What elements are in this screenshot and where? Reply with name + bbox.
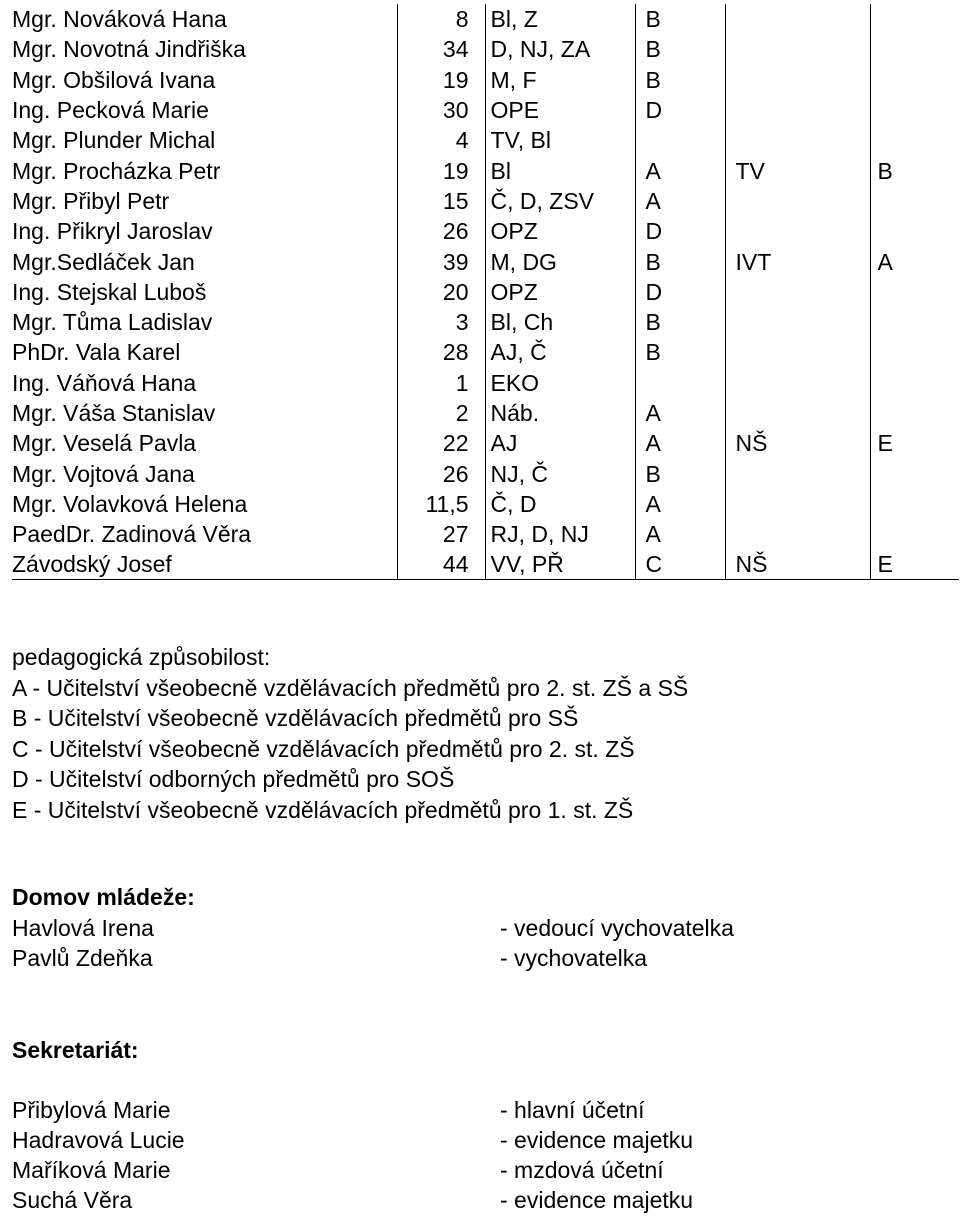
staff-row (12, 186, 959, 216)
dormitory-person (12, 913, 734, 943)
teacher-name-cell: Ing. Přikryl Jaroslav (12, 218, 213, 245)
secretariat-person (12, 1155, 664, 1185)
person-role: - vychovatelka (500, 945, 648, 971)
qualification-legend (12, 642, 688, 825)
secretariat-person (12, 1125, 694, 1155)
subjects-cell: AJ, Č (485, 337, 635, 367)
additional-subjects-cell (725, 337, 870, 367)
qualification-cell: A (635, 155, 725, 185)
subjects-cell: TV, Bl (485, 125, 635, 155)
staff-row (12, 398, 959, 428)
person-role: - mzdová účetní (500, 1157, 664, 1183)
secretariat-title: Sekretariát: (12, 1037, 139, 1063)
person-name: Přibylová Marie (12, 1097, 171, 1123)
legend-item-e: E - Učitelství všeobecně vzdělávacích předmětů pro 1. st. ZŠ (12, 796, 634, 823)
teaching-hours-cell: 4 (397, 125, 485, 155)
staff-row (12, 4, 959, 34)
additional-subjects-cell (725, 65, 870, 95)
additional-qualification-cell (870, 337, 959, 367)
teaching-hours-cell: 19 (397, 65, 485, 95)
additional-subjects-cell: TV (725, 155, 870, 185)
subjects-cell: NJ, Č (485, 458, 635, 488)
additional-qualification-cell (870, 216, 959, 246)
teaching-hours-cell: 8 (397, 4, 485, 34)
subjects-cell: RJ, D, NJ (485, 519, 635, 549)
additional-subjects-cell (725, 368, 870, 398)
staff-row (12, 277, 959, 307)
teacher-name-cell: Ing. Váňová Hana (12, 369, 197, 396)
staff-row (12, 307, 959, 337)
additional-qualification-cell (870, 398, 959, 428)
additional-qualification-cell: E (870, 549, 959, 580)
qualification-cell (635, 125, 725, 155)
additional-qualification-cell (870, 277, 959, 307)
staff-row (12, 489, 959, 519)
qualification-cell: A (635, 186, 725, 216)
staff-row (12, 95, 959, 125)
additional-subjects-cell (725, 398, 870, 428)
secretariat-person (12, 1095, 645, 1125)
additional-subjects-cell (725, 186, 870, 216)
teaching-hours-cell: 22 (397, 428, 485, 458)
qualification-cell: B (635, 458, 725, 488)
qualification-cell: B (635, 34, 725, 64)
teacher-name-cell: Mgr. Veselá Pavla (12, 430, 197, 457)
additional-qualification-cell (870, 4, 959, 34)
staff-row (12, 458, 959, 488)
subjects-cell: Bl, Z (485, 4, 635, 34)
additional-subjects-cell (725, 216, 870, 246)
qualification-cell: A (635, 428, 725, 458)
additional-subjects-cell (725, 4, 870, 34)
staff-row (12, 428, 959, 458)
subjects-cell: VV, PŘ (485, 549, 635, 580)
additional-subjects-cell (725, 277, 870, 307)
qualification-cell: C (635, 549, 725, 580)
qualification-cell: B (635, 246, 725, 276)
teaching-hours-cell: 34 (397, 34, 485, 64)
teaching-hours-cell: 26 (397, 458, 485, 488)
additional-subjects-cell: NŠ (725, 549, 870, 580)
teaching-hours-cell: 19 (397, 155, 485, 185)
subjects-cell: OPZ (485, 216, 635, 246)
additional-subjects-cell (725, 519, 870, 549)
teaching-hours-cell: 3 (397, 307, 485, 337)
teacher-name-cell: Mgr.Sedláček Jan (12, 248, 195, 275)
additional-qualification-cell (870, 458, 959, 488)
teacher-name-cell: Mgr. Nováková Hana (12, 6, 227, 33)
staff-row (12, 368, 959, 398)
teaching-hours-cell: 30 (397, 95, 485, 125)
teaching-hours-cell: 28 (397, 337, 485, 367)
person-role: - evidence majetku (500, 1127, 694, 1153)
additional-qualification-cell (870, 368, 959, 398)
subjects-cell: EKO (485, 368, 635, 398)
subjects-cell: M, F (485, 65, 635, 95)
staff-row (12, 34, 959, 64)
person-name: Pavlů Zdeňka (12, 945, 153, 971)
staff-row (12, 155, 959, 185)
teaching-hours-cell: 26 (397, 216, 485, 246)
subjects-cell: OPZ (485, 277, 635, 307)
additional-qualification-cell: A (870, 246, 959, 276)
teacher-name-cell: Mgr. Obšilová Ivana (12, 66, 216, 93)
qualification-cell: A (635, 489, 725, 519)
additional-qualification-cell (870, 34, 959, 64)
additional-qualification-cell (870, 489, 959, 519)
additional-qualification-cell: E (870, 428, 959, 458)
teacher-name-cell: Ing. Stejskal Luboš (12, 278, 207, 305)
staff-row (12, 549, 959, 580)
staff-row (12, 65, 959, 95)
person-name: Hadravová Lucie (12, 1127, 185, 1153)
person-role: - hlavní účetní (500, 1097, 645, 1123)
teaching-hours-cell: 2 (397, 398, 485, 428)
teaching-hours-cell: 15 (397, 186, 485, 216)
staff-table-body (12, 4, 959, 580)
subjects-cell: Bl (485, 155, 635, 185)
dormitory-person (12, 943, 648, 973)
additional-subjects-cell (725, 458, 870, 488)
subjects-cell: Náb. (485, 398, 635, 428)
teacher-name-cell: PhDr. Vala Karel (12, 339, 181, 366)
qualification-cell: D (635, 95, 725, 125)
teaching-hours-cell: 27 (397, 519, 485, 549)
person-role: - evidence majetku (500, 1187, 694, 1213)
subjects-cell: Bl, Ch (485, 307, 635, 337)
additional-qualification-cell (870, 125, 959, 155)
subjects-cell: Č, D, ZSV (485, 186, 635, 216)
legend-item-c: C - Učitelství všeobecně vzdělávacích předmětů pro 2. st. ZŠ (12, 735, 635, 762)
qualification-cell: A (635, 519, 725, 549)
teacher-name-cell: Mgr. Novotná Jindřiška (12, 36, 246, 63)
teacher-name-cell: Mgr. Procházka Petr (12, 157, 221, 184)
additional-qualification-cell: B (870, 155, 959, 185)
teaching-hours-cell: 20 (397, 277, 485, 307)
qualification-cell: B (635, 307, 725, 337)
additional-subjects-cell: IVT (725, 246, 870, 276)
teaching-hours-cell: 44 (397, 549, 485, 580)
staff-row (12, 125, 959, 155)
teacher-name-cell: Mgr. Volavková Helena (12, 490, 248, 517)
subjects-cell: D, NJ, ZA (485, 34, 635, 64)
teaching-hours-cell: 39 (397, 246, 485, 276)
qualification-cell: B (635, 337, 725, 367)
additional-subjects-cell (725, 95, 870, 125)
additional-subjects-cell: NŠ (725, 428, 870, 458)
teacher-name-cell: Mgr. Tůma Ladislav (12, 309, 213, 336)
additional-subjects-cell (725, 125, 870, 155)
person-name: Havlová Irena (12, 915, 154, 941)
qualification-cell: D (635, 216, 725, 246)
legend-title: pedagogická způsobilost: (12, 644, 271, 670)
dormitory-title: Domov mládeže: (12, 884, 195, 910)
qualification-cell: A (635, 398, 725, 428)
additional-subjects-cell (725, 307, 870, 337)
additional-qualification-cell (870, 307, 959, 337)
teacher-name-cell: Mgr. Vojtová Jana (12, 460, 195, 487)
subjects-cell: AJ (485, 428, 635, 458)
subjects-cell: OPE (485, 95, 635, 125)
person-role: - vedoucí vychovatelka (500, 915, 734, 941)
teacher-name-cell: PaedDr. Zadinová Věra (12, 521, 252, 548)
person-name: Maříková Marie (12, 1157, 171, 1183)
qualification-cell (635, 368, 725, 398)
additional-qualification-cell (870, 95, 959, 125)
subjects-cell: M, DG (485, 246, 635, 276)
qualification-cell: D (635, 277, 725, 307)
teaching-hours-cell: 11,5 (397, 489, 485, 519)
staff-table (12, 4, 959, 580)
teacher-name-cell: Mgr. Přibyl Petr (12, 187, 170, 214)
additional-subjects-cell (725, 489, 870, 519)
teacher-name-cell: Mgr. Váša Stanislav (12, 400, 216, 426)
legend-item-a: A - Učitelství všeobecně vzdělávacích předmětů pro 2. st. ZŠ a SŠ (12, 674, 689, 701)
staff-row (12, 246, 959, 276)
qualification-cell: B (635, 65, 725, 95)
additional-qualification-cell (870, 186, 959, 216)
legend-item-b: B - Učitelství všeobecně vzdělávacích předmětů pro SŠ (12, 705, 579, 731)
additional-qualification-cell (870, 65, 959, 95)
staff-row (12, 519, 959, 549)
secretariat-person (12, 1185, 694, 1215)
person-name: Suchá Věra (12, 1187, 133, 1213)
additional-subjects-cell (725, 34, 870, 64)
teacher-name-cell: Mgr. Plunder Michal (12, 127, 216, 154)
legend-item-d: D - Učitelství odborných předmětů pro SOŠ (12, 766, 455, 792)
teacher-name-cell: Ing. Pecková Marie (12, 97, 209, 124)
teacher-name-cell: Závodský Josef (12, 549, 397, 580)
teaching-hours-cell: 1 (397, 368, 485, 398)
staff-row (12, 216, 959, 246)
subjects-cell: Č, D (485, 489, 635, 519)
additional-qualification-cell (870, 519, 959, 549)
staff-row (12, 337, 959, 367)
qualification-cell: B (635, 4, 725, 34)
